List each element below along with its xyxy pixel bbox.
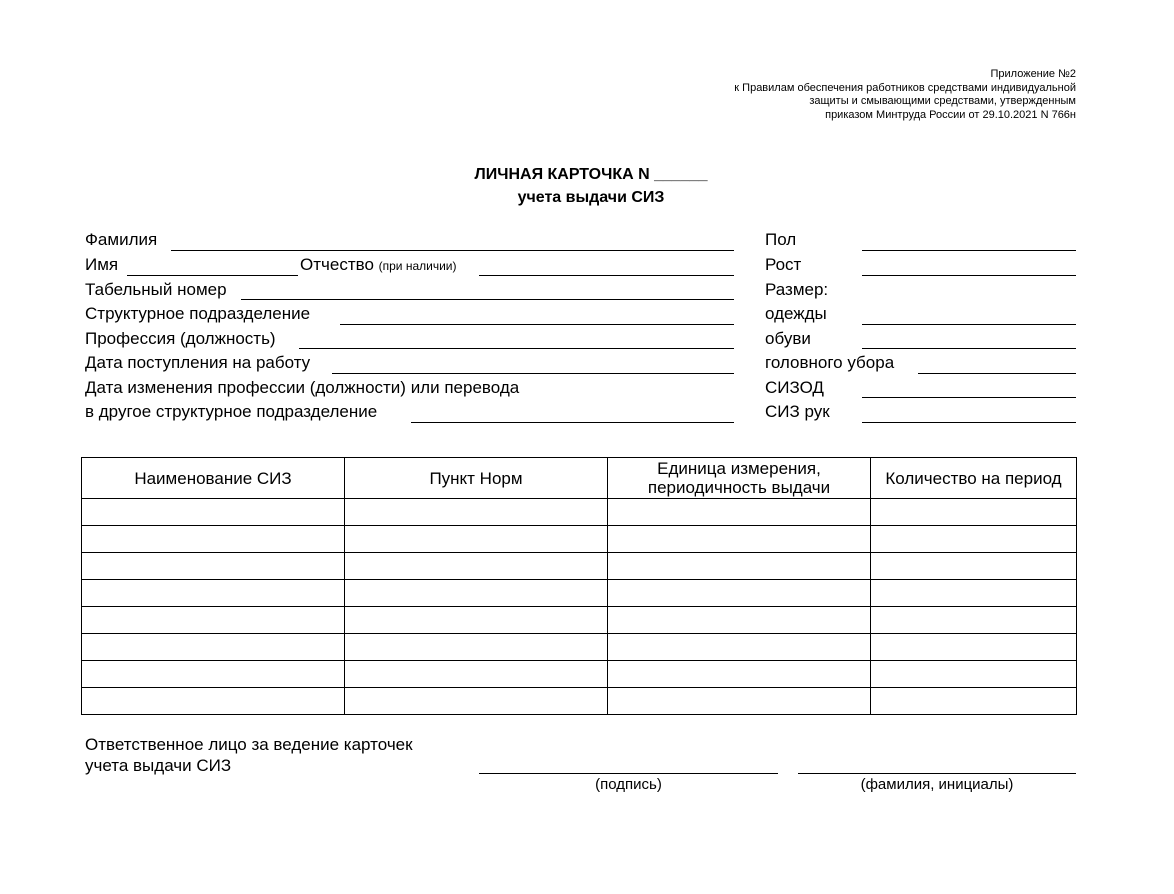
table-row [82,580,1077,607]
headwear-label: головного убора [765,353,895,372]
table-cell[interactable] [608,499,871,526]
height-label: Рост [765,255,802,274]
appendix-note [656,68,1076,122]
table-cell[interactable] [82,499,345,526]
responsible-person-label-1: Ответственное лицо за ведение карточек [85,735,413,754]
tab-number-field[interactable] [241,299,734,300]
table-cell[interactable] [345,499,608,526]
signature-field[interactable] [479,773,778,774]
hire-date-field[interactable] [332,373,734,374]
appendix-line-1: Приложение №2 [990,68,1076,80]
appendix-line-4: приказом Минтруда России от 29.10.2021 N 766н [825,108,1076,121]
table-cell[interactable] [82,526,345,553]
table-cell[interactable] [871,607,1077,634]
profession-label: Профессия (должность) [85,329,276,348]
table-cell[interactable] [82,634,345,661]
surname-label: Фамилия [85,230,158,249]
name-field[interactable] [127,275,298,276]
shoes-label: обуви [765,329,811,348]
profession-field[interactable] [299,348,734,349]
change-date-label-2: в другое структурное подразделение [85,402,378,421]
clothes-size-field[interactable] [862,324,1076,325]
col-header-unit-periodicity: Единица измерения, периодичность выдачи [608,458,871,499]
table-cell[interactable] [608,580,871,607]
table-cell[interactable] [82,580,345,607]
card-title: ЛИЧНАЯ КАРТОЧКА N ______ [474,166,708,183]
table-cell[interactable] [608,688,871,715]
height-field[interactable] [862,275,1076,276]
responsible-person-label-2: учета выдачи СИЗ [85,756,232,775]
table-cell[interactable] [608,607,871,634]
clothes-label: одежды [765,304,827,323]
table-cell[interactable] [871,499,1077,526]
table-cell[interactable] [345,607,608,634]
surname-field[interactable] [171,250,734,251]
table-cell[interactable] [608,526,871,553]
table-cell[interactable] [82,553,345,580]
table-cell[interactable] [871,580,1077,607]
table-row [82,526,1077,553]
sex-label: Пол [765,230,797,249]
table-header-row [82,458,1077,499]
patronymic-field[interactable] [479,275,734,276]
table-cell[interactable] [871,526,1077,553]
card-subtitle: учета выдачи СИЗ [517,189,665,206]
table-row [82,607,1077,634]
table-cell[interactable] [345,580,608,607]
table-cell[interactable] [345,661,608,688]
table-cell[interactable] [345,688,608,715]
table-cell[interactable] [871,634,1077,661]
col-header-quantity: Количество на период [871,458,1077,499]
department-field[interactable] [340,324,734,325]
sex-field[interactable] [862,250,1076,251]
shoes-size-field[interactable] [862,348,1076,349]
table-cell[interactable] [82,607,345,634]
appendix-line-2: к Правилам обеспечения работников средствами индивидуальной [734,81,1076,94]
table-row [82,499,1077,526]
table-cell[interactable] [608,634,871,661]
change-date-label-1: Дата изменения профессии (должности) или перевода [85,378,520,397]
respirator-label: СИЗОД [765,378,824,397]
signature-caption: (подпись) [595,776,662,793]
col-header-norm-item: Пункт Норм [345,458,608,499]
table-cell[interactable] [345,553,608,580]
name-label: Имя [85,255,119,274]
change-date-field[interactable] [411,422,734,423]
table-cell[interactable] [871,661,1077,688]
tab-number-label: Табельный номер [85,280,227,299]
fio-caption: (фамилия, инициалы) [860,776,1014,793]
patronymic-label-group [300,255,457,276]
gloves-label: СИЗ рук [765,402,830,421]
hire-date-label: Дата поступления на работу [85,353,311,372]
table-cell[interactable] [82,661,345,688]
size-label: Размер: [765,280,829,299]
table-row [82,634,1077,661]
respirator-size-field[interactable] [862,397,1076,398]
headwear-size-field[interactable] [918,373,1076,374]
table-row [82,688,1077,715]
table-cell[interactable] [871,553,1077,580]
department-label: Структурное подразделение [85,304,311,323]
fio-field[interactable] [798,773,1076,774]
table-cell[interactable] [871,688,1077,715]
gloves-size-field[interactable] [862,422,1076,423]
issuance-table [81,457,1077,715]
table-cell[interactable] [608,661,871,688]
patronymic-note: (при наличии) [378,259,457,273]
table-row [82,661,1077,688]
col-header-name: Наименование СИЗ [82,458,345,499]
table-cell[interactable] [345,526,608,553]
table-cell[interactable] [345,634,608,661]
table-row [82,553,1077,580]
appendix-line-3: защиты и смывающими средствами, утвержденным [809,95,1076,107]
table-cell[interactable] [608,553,871,580]
table-cell[interactable] [82,688,345,715]
patronymic-label: Отчество [300,255,374,274]
